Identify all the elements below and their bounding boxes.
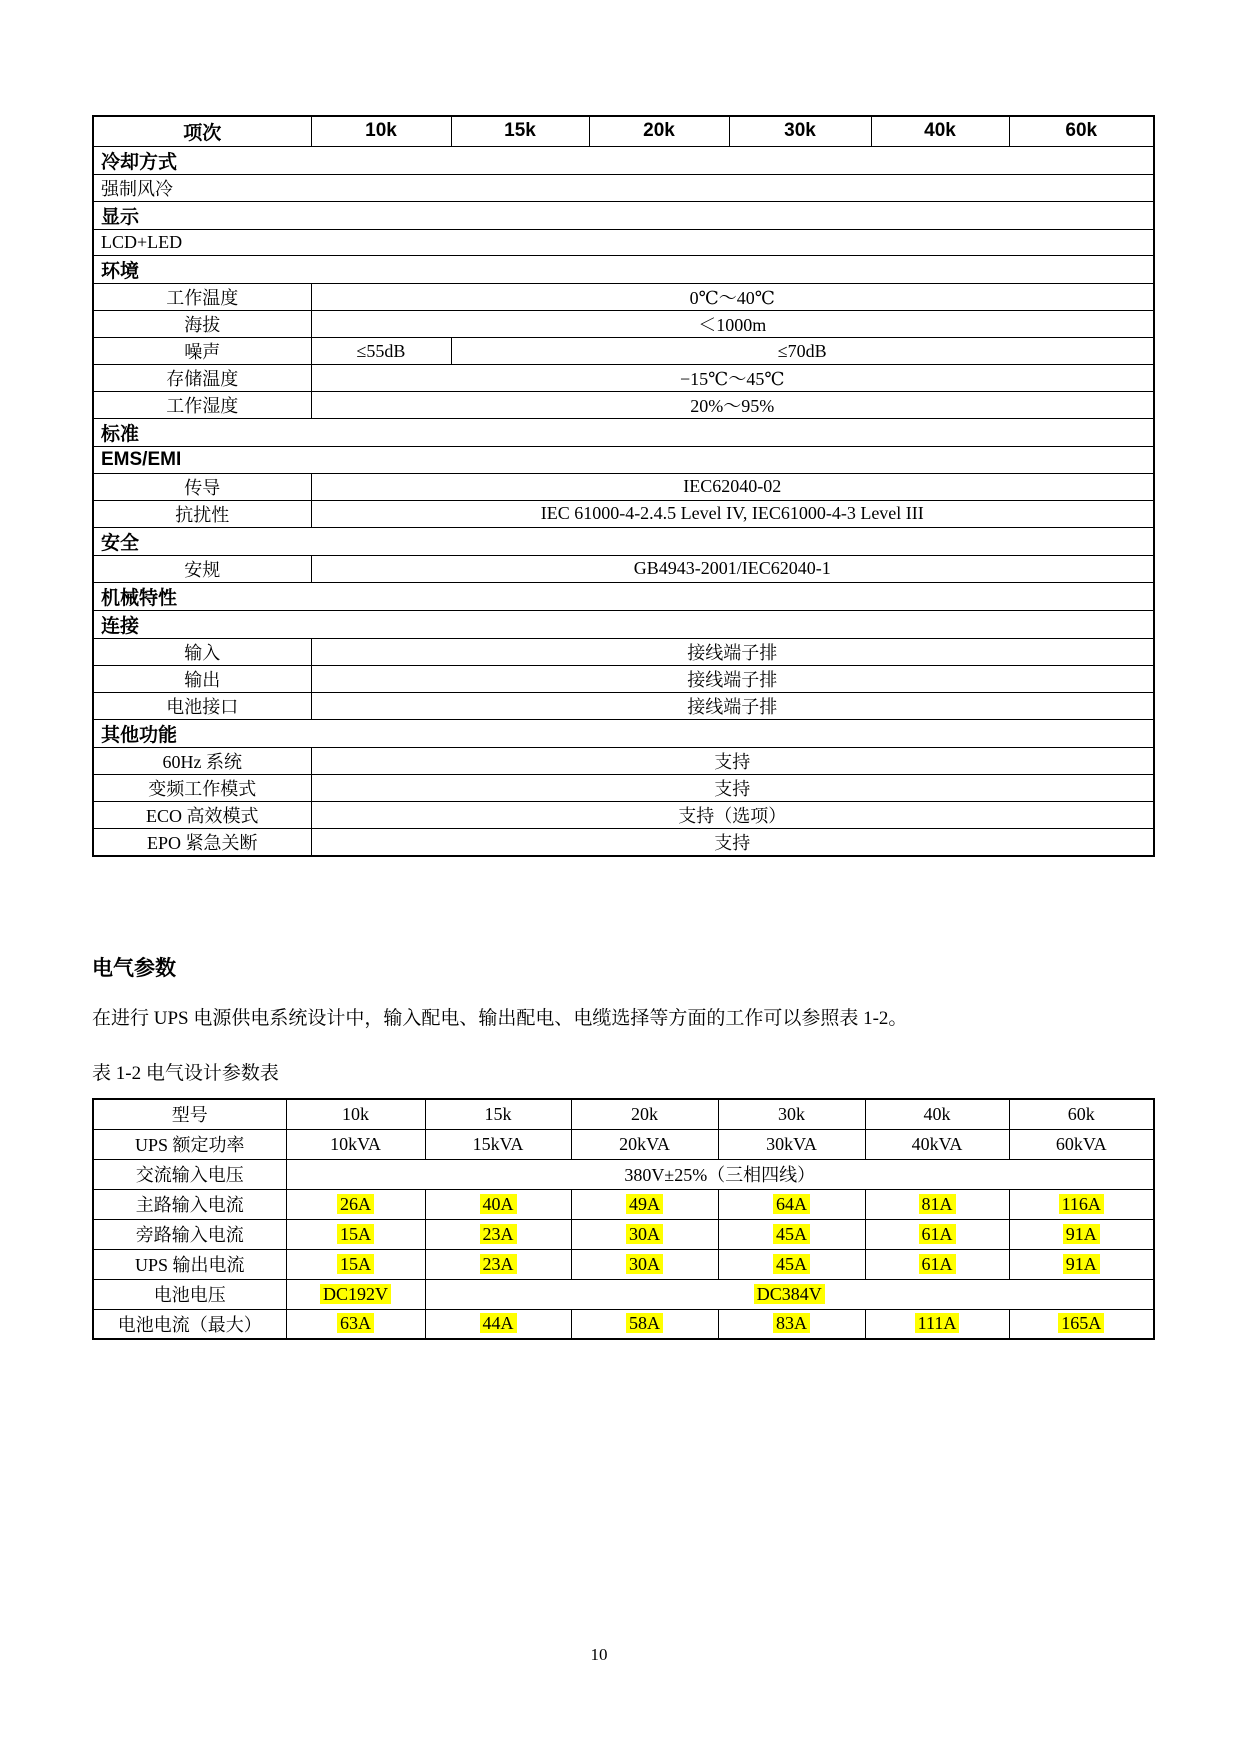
section-label: 其他功能 (93, 719, 1154, 747)
spec-label: 60Hz 系统 (93, 747, 311, 774)
spec-label: 抗扰性 (93, 500, 311, 527)
spec-label: 电池接口 (93, 692, 311, 719)
section-label: 连接 (93, 610, 1154, 638)
elec-value (1009, 1219, 1154, 1249)
spec-row-humidity (93, 392, 1154, 419)
elec-row-rated-power (93, 1129, 1154, 1159)
elec-value (425, 1219, 571, 1249)
spec-row-altitude (93, 311, 1154, 338)
elec-header-30k: 30k (718, 1099, 865, 1129)
elec-value: 20kVA (571, 1129, 718, 1159)
elec-value (1009, 1189, 1154, 1219)
spec-value: 支持（选项） (311, 801, 1154, 828)
section-label: 安全 (93, 527, 1154, 555)
section-row-cooling (93, 146, 1154, 174)
highlighted-value: 64A (773, 1194, 810, 1214)
spec-header-row (93, 116, 1154, 146)
spec-label: ECO 高效模式 (93, 801, 311, 828)
highlighted-value: 61A (919, 1224, 956, 1244)
spec-value: 支持 (311, 774, 1154, 801)
highlighted-value: 26A (337, 1194, 374, 1214)
highlighted-value: 58A (626, 1313, 663, 1333)
page-number: 10 (590, 1645, 608, 1664)
highlighted-value: 30A (626, 1224, 663, 1244)
strip-value: LCD+LED (93, 229, 1154, 256)
spec-label: 存储温度 (93, 365, 311, 392)
spec-header-20k: 20k (589, 116, 729, 146)
spec-label: 传导 (93, 473, 311, 500)
section-label: 冷却方式 (93, 146, 1154, 174)
elec-header-20k: 20k (571, 1099, 718, 1129)
elec-value (865, 1219, 1009, 1249)
elec-value (865, 1249, 1009, 1279)
section-label: EMS/EMI (93, 447, 1154, 474)
spec-row-eco-mode (93, 801, 1154, 828)
elec-value (718, 1249, 865, 1279)
elec-value (865, 1309, 1009, 1339)
elec-label: 主路输入电流 (93, 1189, 286, 1219)
highlighted-value: 30A (626, 1254, 663, 1274)
highlighted-value: 91A (1063, 1254, 1100, 1274)
section-row-standards (93, 419, 1154, 447)
section-row-safety (93, 527, 1154, 555)
elec-header-15k: 15k (425, 1099, 571, 1129)
highlighted-value: 91A (1063, 1224, 1100, 1244)
highlighted-value: 45A (773, 1254, 810, 1274)
elec-value (718, 1189, 865, 1219)
spec-label: 变频工作模式 (93, 774, 311, 801)
spec-label: 工作温度 (93, 284, 311, 311)
elec-value: 60kVA (1009, 1129, 1154, 1159)
elec-value: 10kVA (286, 1129, 425, 1159)
elec-header-10k: 10k (286, 1099, 425, 1129)
elec-value (865, 1189, 1009, 1219)
elec-header-row (93, 1099, 1154, 1129)
elec-value (571, 1189, 718, 1219)
elec-value (718, 1309, 865, 1339)
highlighted-value: DC384V (754, 1284, 825, 1304)
elec-value (571, 1309, 718, 1339)
elec-row-ups-output-current (93, 1249, 1154, 1279)
elec-label: 电池电流（最大） (93, 1309, 286, 1339)
elec-label: UPS 输出电流 (93, 1249, 286, 1279)
elec-value (286, 1309, 425, 1339)
elec-label: 交流输入电压 (93, 1159, 286, 1189)
section-row-ems-emi (93, 447, 1154, 474)
electrical-params-heading: 电气参数 (92, 957, 176, 980)
section-label: 标准 (93, 419, 1154, 447)
spec-value-rest: ≤70dB (451, 338, 1154, 365)
spec-value: 支持 (311, 828, 1154, 856)
elec-value (425, 1189, 571, 1219)
spec-label: EPO 紧急关断 (93, 828, 311, 856)
spec-table (92, 115, 1155, 857)
elec-merged-value: 380V±25%（三相四线） (286, 1159, 1154, 1189)
spec-row-safety-regulation (93, 555, 1154, 582)
electrical-params-paragraph: 在进行 UPS 电源供电系统设计中，输入配电、输出配电、电缆选择等方面的工作可以参照表 1-2。 (92, 1008, 908, 1029)
elec-value (1009, 1309, 1154, 1339)
highlighted-value: DC192V (320, 1284, 391, 1304)
highlighted-value: 61A (919, 1254, 956, 1274)
elec-merged-value (425, 1279, 1154, 1309)
spec-row-epo (93, 828, 1154, 856)
spec-row-input-connection (93, 638, 1154, 665)
highlighted-value: 23A (480, 1254, 517, 1274)
elec-label: 旁路输入电流 (93, 1219, 286, 1249)
spec-row-conduction (93, 473, 1154, 500)
spec-row-variable-freq (93, 774, 1154, 801)
spec-header-40k: 40k (871, 116, 1009, 146)
elec-header-model: 型号 (93, 1099, 286, 1129)
spec-value: 接线端子排 (311, 665, 1154, 692)
spec-header-item: 项次 (93, 116, 311, 146)
spec-row-noise (93, 338, 1154, 365)
highlighted-value: 81A (919, 1194, 956, 1214)
section-label: 环境 (93, 256, 1154, 284)
spec-value: −15℃～45℃ (311, 365, 1154, 392)
elec-value: 15kVA (425, 1129, 571, 1159)
spec-row-operating-temp (93, 284, 1154, 311)
elec-row-ac-input-voltage (93, 1159, 1154, 1189)
elec-value: 40kVA (865, 1129, 1009, 1159)
spec-value: 0℃～40℃ (311, 284, 1154, 311)
strip-value: 强制风冷 (93, 174, 1154, 201)
spec-row-immunity (93, 500, 1154, 527)
spec-row-output-connection (93, 665, 1154, 692)
spec-value: 20%～95% (311, 392, 1154, 419)
highlighted-value: 63A (337, 1313, 374, 1333)
spec-label: 安规 (93, 555, 311, 582)
section-row-other-functions (93, 719, 1154, 747)
spec-header-10k: 10k (311, 116, 451, 146)
highlighted-value: 45A (773, 1224, 810, 1244)
spec-label: 海拔 (93, 311, 311, 338)
spec-label: 输入 (93, 638, 311, 665)
spec-value: 接线端子排 (311, 692, 1154, 719)
section-label: 机械特性 (93, 582, 1154, 610)
elec-row-battery-voltage (93, 1279, 1154, 1309)
elec-value (718, 1219, 865, 1249)
highlighted-value: 111A (915, 1313, 960, 1333)
spec-row-60hz (93, 747, 1154, 774)
elec-row-bypass-input-current (93, 1219, 1154, 1249)
spec-row-battery-port (93, 692, 1154, 719)
spec-value: IEC 61000-4-2.4.5 Level IV, IEC61000-4-3 Level III (311, 500, 1154, 527)
elec-value (425, 1249, 571, 1279)
elec-row-battery-current-max (93, 1309, 1154, 1339)
highlighted-value: 23A (480, 1224, 517, 1244)
spec-value: 接线端子排 (311, 638, 1154, 665)
elec-header-40k: 40k (865, 1099, 1009, 1129)
elec-value: 30kVA (718, 1129, 865, 1159)
spec-value: GB4943-2001/IEC62040-1 (311, 555, 1154, 582)
highlighted-value: 49A (626, 1194, 663, 1214)
elec-value (286, 1279, 425, 1309)
elec-label: 电池电压 (93, 1279, 286, 1309)
elec-value (286, 1219, 425, 1249)
highlighted-value: 15A (337, 1224, 374, 1244)
elec-value (1009, 1249, 1154, 1279)
spec-header-30k: 30k (729, 116, 871, 146)
highlighted-value: 40A (480, 1194, 517, 1214)
strip-row-lcd-led (93, 229, 1154, 256)
highlighted-value: 116A (1059, 1194, 1104, 1214)
highlighted-value: 15A (337, 1254, 374, 1274)
table-1-2-caption: 表 1-2 电气设计参数表 (92, 1063, 279, 1084)
spec-value: ＜1000m (311, 311, 1154, 338)
section-row-connection (93, 610, 1154, 638)
highlighted-value: 165A (1058, 1313, 1104, 1333)
section-row-mechanical (93, 582, 1154, 610)
spec-label: 输出 (93, 665, 311, 692)
electrical-design-table (92, 1098, 1155, 1340)
spec-value-10k: ≤55dB (311, 338, 451, 365)
spec-header-60k: 60k (1009, 116, 1154, 146)
spec-value: 支持 (311, 747, 1154, 774)
elec-label: UPS 额定功率 (93, 1129, 286, 1159)
spec-label: 噪声 (93, 338, 311, 365)
highlighted-value: 44A (480, 1313, 517, 1333)
spec-row-storage-temp (93, 365, 1154, 392)
elec-value (286, 1189, 425, 1219)
elec-row-main-input-current (93, 1189, 1154, 1219)
elec-value (571, 1249, 718, 1279)
elec-value (425, 1309, 571, 1339)
elec-value (286, 1249, 425, 1279)
elec-value (571, 1219, 718, 1249)
strip-row-forced-air (93, 174, 1154, 201)
highlighted-value: 83A (773, 1313, 810, 1333)
spec-header-15k: 15k (451, 116, 589, 146)
elec-header-60k: 60k (1009, 1099, 1154, 1129)
spec-label: 工作湿度 (93, 392, 311, 419)
section-row-display (93, 201, 1154, 229)
section-label: 显示 (93, 201, 1154, 229)
section-row-environment (93, 256, 1154, 284)
spec-value: IEC62040-02 (311, 473, 1154, 500)
